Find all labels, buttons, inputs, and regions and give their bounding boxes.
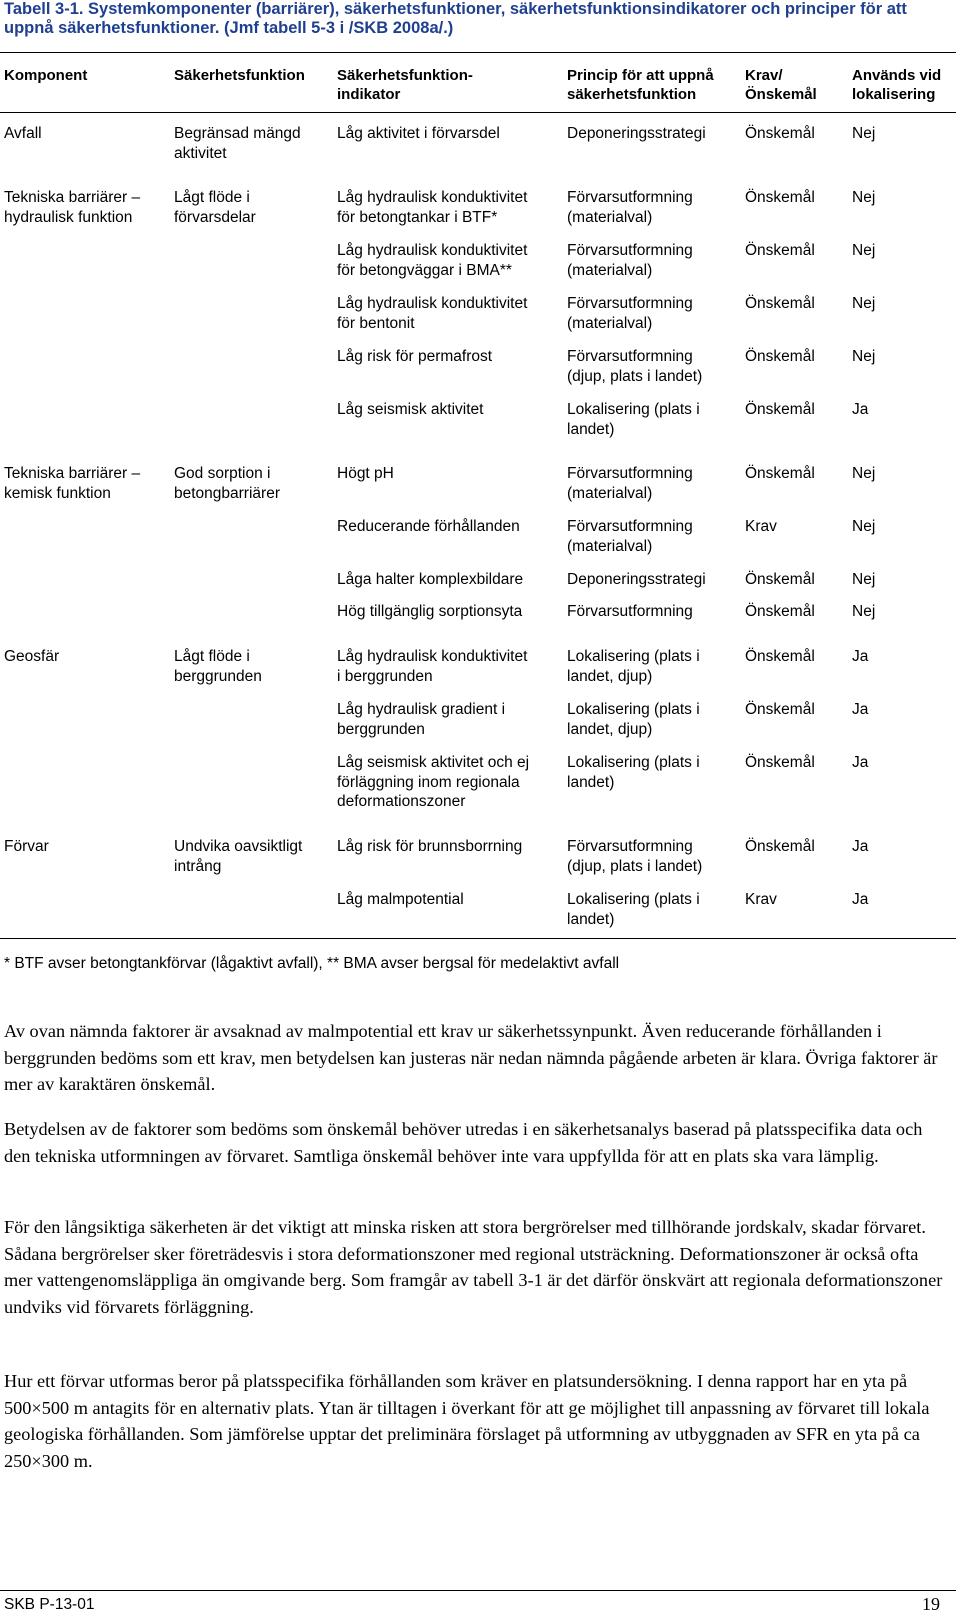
table-footnote: * BTF avser betongtankförvar (lågaktivt avfall), ** BMA avser bergsal för medelaktivt avfall xyxy=(4,955,620,972)
cell-requirement: Krav xyxy=(745,891,777,908)
cell-localisation: Ja xyxy=(852,401,869,418)
cell-component: Avfall xyxy=(4,125,42,142)
cell-principle: Lokalisering (plats i landet, djup) xyxy=(567,648,700,685)
cell-indicator: Låg hydraulisk konduktivitet för bentonit xyxy=(337,295,528,332)
cell-indicator: Låg risk för permafrost xyxy=(337,348,493,365)
cell-indicator: Låg aktivitet i förvarsdel xyxy=(337,125,500,142)
cell-principle: Deponeringsstrategi xyxy=(567,571,706,588)
cell-requirement: Önskemål xyxy=(745,242,815,259)
cell-principle: Förvarsutformning (materialval) xyxy=(567,295,693,332)
cell-principle: Förvarsutformning (materialval) xyxy=(567,465,693,502)
body-paragraph-4: Hur ett förvar utformas beror på platsspecifika förhållanden som kräver en platsundersökning. I denna rapport har en yta på 500×500 m antagits för en alternativ plats. Ytan är tilltagen i överkant för att ge möjlighet till anpassning av förvaret till lokala geologiska förhållanden. Som jämförelse upptar det preliminära förslaget på utformning av utbyggnaden av SFR en yta på ca 250×300 m. xyxy=(4,1371,930,1471)
cell-principle: Förvarsutformning (materialval) xyxy=(567,518,693,555)
body-paragraph-2: Betydelsen av de faktorer som bedöms som önskemål behöver utredas i en säkerhetsanalys baserad på platsspecifika data och den tekniska utformningen av förvaret. Samtliga önskemål behöver inte vara uppfyllda för att en plats ska vara lämplig. xyxy=(4,1119,923,1166)
cell-indicator: Låg malmpotential xyxy=(337,891,464,908)
cell-requirement: Önskemål xyxy=(745,401,815,418)
cell-indicator: Reducerande förhållanden xyxy=(337,518,520,535)
cell-safety-function: Lågt flöde i förvarsdelar xyxy=(174,189,256,226)
cell-requirement: Önskemål xyxy=(745,648,815,665)
footer-rule xyxy=(0,1590,956,1591)
cell-requirement: Önskemål xyxy=(745,189,815,206)
cell-principle: Förvarsutformning (djup, plats i landet) xyxy=(567,838,703,875)
cell-localisation: Nej xyxy=(852,242,876,259)
cell-indicator: Låg risk för brunnsborrning xyxy=(337,838,523,855)
cell-localisation: Nej xyxy=(852,295,876,312)
cell-indicator: Hög tillgänglig sorptionsyta xyxy=(337,603,523,620)
cell-principle: Förvarsutformning (materialval) xyxy=(567,242,693,279)
cell-principle: Förvarsutformning (materialval) xyxy=(567,189,693,226)
cell-requirement: Önskemål xyxy=(745,571,815,588)
cell-localisation: Nej xyxy=(852,348,876,365)
cell-localisation: Nej xyxy=(852,125,876,142)
cell-indicator: Låg hydraulisk gradient i berggrunden xyxy=(337,701,506,738)
header-safety-function: Säkerhetsfunktion xyxy=(174,67,305,84)
cell-localisation: Ja xyxy=(852,754,869,771)
header-requirement: Krav/ Önskemål xyxy=(745,67,817,103)
cell-requirement: Önskemål xyxy=(745,838,815,855)
table-top-rule xyxy=(0,52,956,53)
cell-requirement: Önskemål xyxy=(745,348,815,365)
cell-requirement: Önskemål xyxy=(745,701,815,718)
cell-indicator: Högt pH xyxy=(337,465,394,482)
cell-localisation: Nej xyxy=(852,571,876,588)
cell-localisation: Nej xyxy=(852,603,876,620)
cell-component: Geosfär xyxy=(4,648,60,665)
table-bottom-rule xyxy=(0,938,956,939)
cell-principle: Förvarsutformning xyxy=(567,603,693,620)
cell-indicator: Låg hydraulisk konduktivitet för betongväggar i BMA** xyxy=(337,242,528,279)
cell-localisation: Nej xyxy=(852,518,876,535)
header-localisation: Används vid lokalisering xyxy=(852,67,942,103)
cell-requirement: Krav xyxy=(745,518,777,535)
cell-component: Tekniska barriärer – kemisk funktion xyxy=(4,465,141,502)
cell-principle: Lokalisering (plats i landet, djup) xyxy=(567,701,700,738)
cell-localisation: Nej xyxy=(852,465,876,482)
cell-principle: Lokalisering (plats i landet) xyxy=(567,891,700,928)
cell-principle: Lokalisering (plats i landet) xyxy=(567,754,700,791)
cell-principle: Deponeringsstrategi xyxy=(567,125,706,142)
cell-indicator: Låg seismisk aktivitet xyxy=(337,401,484,418)
cell-indicator: Låg seismisk aktivitet och ej förläggning inom regionala deformationszoner xyxy=(337,754,530,810)
cell-safety-function: Lågt flöde i berggrunden xyxy=(174,648,262,685)
cell-indicator: Låg hydraulisk konduktivitet för betongtankar i BTF* xyxy=(337,189,528,226)
cell-component: Tekniska barriärer – hydraulisk funktion xyxy=(4,189,141,226)
table-header-rule xyxy=(0,112,956,113)
page-number: 19 xyxy=(922,1594,940,1614)
cell-requirement: Önskemål xyxy=(745,754,815,771)
cell-requirement: Önskemål xyxy=(745,465,815,482)
cell-localisation: Nej xyxy=(852,189,876,206)
table-caption: Tabell 3-1. Systemkomponenter (barriärer), säkerhetsfunktioner, säkerhetsfunktionsindikatorer och principer för att uppnå säkerhetsfunktioner. (Jmf tabell 5-3 i /SKB 2008a/.) xyxy=(4,0,907,37)
cell-localisation: Ja xyxy=(852,701,869,718)
cell-requirement: Önskemål xyxy=(745,125,815,142)
cell-component: Förvar xyxy=(4,838,49,855)
cell-principle: Förvarsutformning (djup, plats i landet) xyxy=(567,348,703,385)
cell-safety-function: Undvika oavsiktligt intrång xyxy=(174,838,303,875)
cell-principle: Lokalisering (plats i landet) xyxy=(567,401,700,438)
report-id: SKB P-13-01 xyxy=(4,1596,95,1613)
cell-localisation: Ja xyxy=(852,838,869,855)
cell-safety-function: Begränsad mängd aktivitet xyxy=(174,125,301,162)
header-component: Komponent xyxy=(4,67,88,84)
cell-requirement: Önskemål xyxy=(745,295,815,312)
body-paragraph-3: För den långsiktiga säkerheten är det viktigt att minska risken att stora bergrörelser med tillhörande jordskalv, skadar förvaret. Sådana bergrörelser sker företrädesvis i stora deformationszoner med regional utsträckning. Deformationszoner är också ofta mer vattengenomsläppliga än omgivande berg. Som framgår av tabell 3-1 är det därför önskvärt att regionala deformationszoner undviks vid förvarets förläggning. xyxy=(4,1217,943,1317)
cell-indicator: Låg hydraulisk konduktivitet i berggrunden xyxy=(337,648,528,685)
header-indicator: Säkerhetsfunktion- indikator xyxy=(337,67,473,103)
header-principle: Princip för att uppnå säkerhetsfunktion xyxy=(567,67,714,103)
cell-safety-function: God sorption i betongbarriärer xyxy=(174,465,280,502)
body-paragraph-1: Av ovan nämnda faktorer är avsaknad av malmpotential ett krav ur säkerhetssynpunkt. Även reducerande förhållanden i berggrunden bedöms som ett krav, men betydelsen kan justeras när nedan nämnda pågående arbeten är klara. Övriga faktorer är mer av karaktären önskemål. xyxy=(4,1021,938,1094)
cell-localisation: Ja xyxy=(852,891,869,908)
cell-localisation: Ja xyxy=(852,648,869,665)
cell-indicator: Låga halter komplexbildare xyxy=(337,571,524,588)
cell-requirement: Önskemål xyxy=(745,603,815,620)
